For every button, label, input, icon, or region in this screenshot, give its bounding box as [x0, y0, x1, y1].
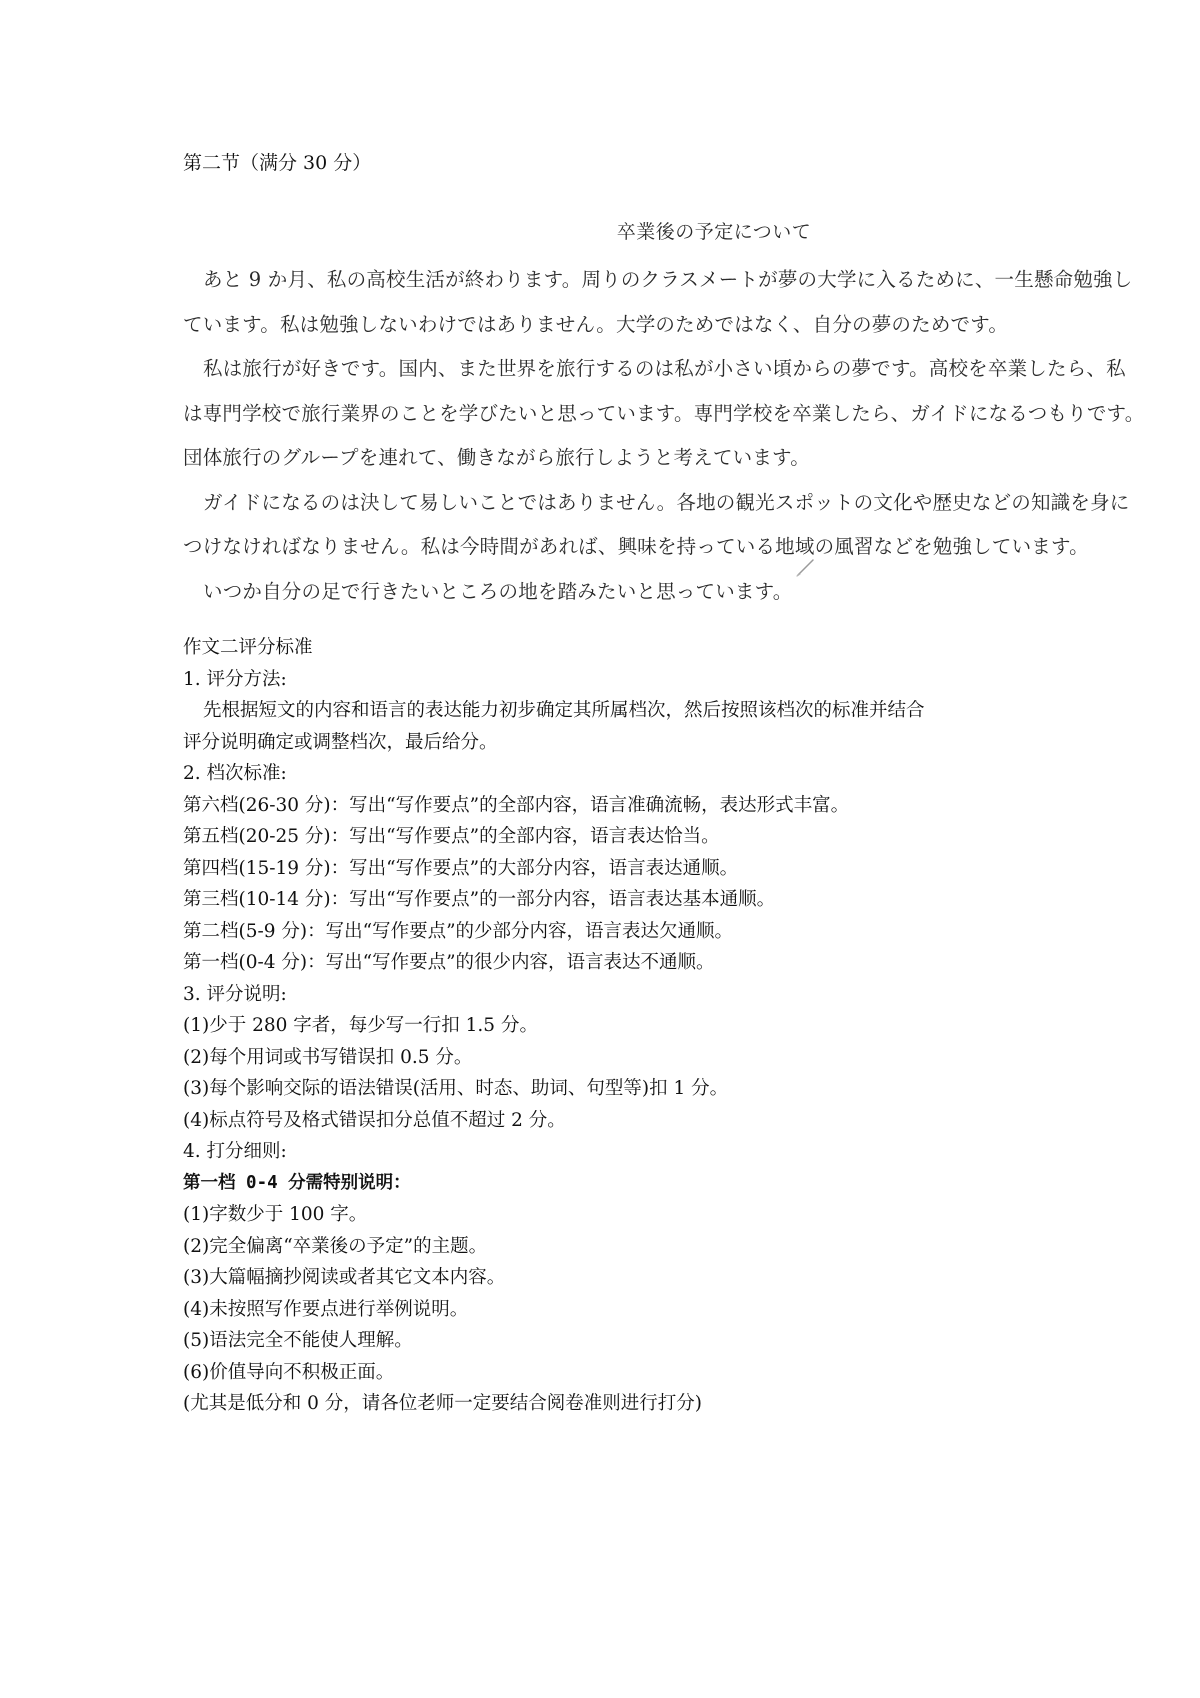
detail-item: (6)价值导向不积极正面。	[183, 1361, 395, 1383]
essay-line: 私は旅行が好きです。国内、また世界を旅行するのは私が小さい頃からの夢です。高校を卒業したら、私	[203, 357, 1126, 380]
method-text: 先根据短文的内容和语言的表达能力初步确定其所属档次，然后按照该档次的标准并结合	[203, 700, 925, 721]
detail-item: (2)完全偏离“卒業後の予定”的主题。	[183, 1235, 488, 1257]
closing-note: (尤其是低分和 0 分，请各位老师一定要结合阅卷准则进行打分)	[183, 1393, 702, 1414]
section-heading: 第二节（满分 30 分）	[183, 152, 372, 174]
essay-line: 団体旅行のグループを連れて、働きながら旅行しようと考えています。	[183, 446, 810, 469]
note-item: (3)每个影响交际的语法错误(活用、时态、助词、句型等)扣 1 分。	[183, 1078, 729, 1099]
criteria-title: 作文二评分标准	[183, 637, 313, 658]
essay-line: つけなければなりません。私は今時間があれば、興味を持っている地域の風習などを勉強しています。	[183, 535, 1089, 558]
detail-item: (1)字数少于 100 字。	[183, 1204, 368, 1225]
essay-line: は専門学校で旅行業界のことを学びたいと思っています。専門学校を卒業したら、ガイドになるつもりです。	[183, 401, 1145, 425]
level-item: 第六档(26-30 分)：写出“写作要点”的全部内容，语言准确流畅，表达形式丰富。	[183, 794, 850, 816]
essay-line: あと 9 か月、私の高校生活が終わります。周りのクラスメートが夢の大学に入るために、一生懸命勉強し	[203, 268, 1133, 291]
method-text: 评分说明确定或调整档次，最后给分。	[183, 731, 498, 753]
level-item: 第一档(0-4 分)：写出“写作要点”的很少内容，语言表达不通顺。	[183, 952, 715, 973]
essay-line: いつか自分の足で行きたいところの地を踏みたいと思っています。	[203, 579, 793, 603]
note-item: (4)标点符号及格式错误扣分总值不超过 2 分。	[183, 1109, 566, 1131]
level-item: 第二档(5-9 分)：写出“写作要点”的少部分内容，语言表达欠通顺。	[183, 920, 734, 942]
essay-title: 卒業後の予定について	[616, 221, 812, 243]
detail-item: (4)未按照写作要点进行举例说明。	[183, 1298, 469, 1320]
detail-item: (5)语法完全不能使人理解。	[183, 1330, 413, 1351]
details-bold-heading: 第一档 0-4 分需特别说明：	[183, 1172, 411, 1193]
essay-line: ています。私は勉強しないわけではありません。大学のためではなく、自分の夢のためです。	[183, 312, 1009, 336]
sample-essay	[183, 218, 1145, 614]
details-heading: 4. 打分细则:	[183, 1141, 287, 1162]
essay-line: ガイドになるのは決して易しいことではありません。各地の観光スポットの文化や歴史などの知識を身に	[203, 490, 1130, 514]
detail-item: (3)大篇幅摘抄阅读或者其它文本内容。	[183, 1267, 506, 1288]
pen-stroke-mark	[796, 557, 816, 577]
level-item: 第三档(10-14 分)：写出“写作要点”的一部分内容，语言表达基本通顺。	[183, 889, 776, 910]
scoring-criteria	[183, 632, 1083, 1420]
note-item: (2)每个用词或书写错误扣 0.5 分。	[183, 1046, 473, 1068]
levels-heading: 2. 档次标准:	[183, 763, 287, 784]
level-item: 第四档(15-19 分)：写出“写作要点”的大部分内容，语言表达通顺。	[183, 857, 739, 879]
notes-heading: 3. 评分说明:	[183, 983, 287, 1005]
method-heading: 1. 评分方法:	[183, 668, 287, 690]
note-item: (1)少于 280 字者，每少写一行扣 1.5 分。	[183, 1015, 538, 1036]
level-item: 第五档(20-25 分)：写出“写作要点”的全部内容，语言表达恰当。	[183, 826, 720, 847]
